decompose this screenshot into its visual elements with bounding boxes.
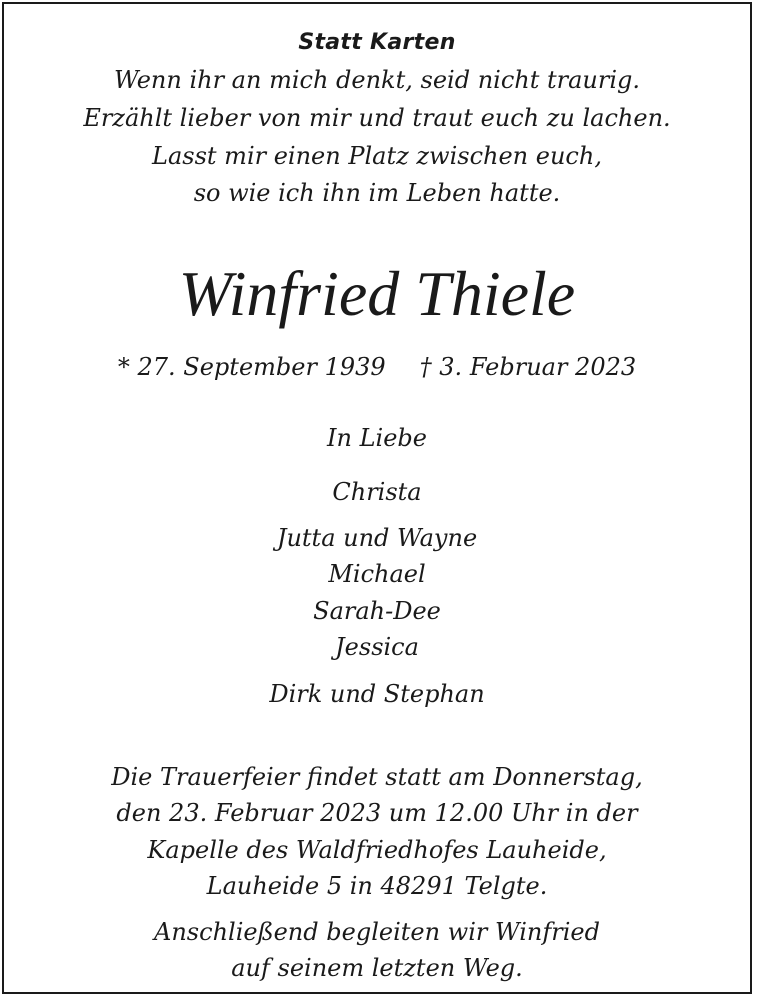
verse-line: Lasst mir einen Platz zwischen euch, [152,142,602,170]
life-dates [4,349,750,385]
mourner-name: Christa [332,478,422,506]
ceremony-line: Lauheide 5 in 48291 Telgte. [206,872,548,900]
closing-line: auf seinem letzten Weg. [231,954,523,982]
deceased-name: Winfried Thiele [178,258,576,329]
mourner-name: Jessica [335,633,419,661]
closing-line: Anschließend begleiten wir Winfried [154,918,600,946]
verse-line: Erzählt lieber von mir und traut euch zu lachen. [83,104,671,132]
verse-line: so wie ich ihn im Leben hatte. [193,179,561,207]
ceremony-line: den 23. Februar 2023 um 12.00 Uhr in der [116,799,638,827]
ceremony-line: Die Trauerfeier findet statt am Donnerstag, [111,763,643,791]
death-date: † 3. Februar 2023 [419,353,637,381]
in-love-label: In Liebe [327,424,427,452]
notice-heading: Statt Karten [298,30,456,55]
mourner-name: Sarah-Dee [313,597,441,625]
verse-line: Wenn ihr an mich denkt, seid nicht traurig. [113,66,641,94]
ceremony-line: Kapelle des Waldfriedhofes Lauheide, [147,836,607,864]
birth-date: * 27. September 1939 [117,353,386,381]
obituary-card [2,2,752,994]
mourner-name: Dirk und Stephan [269,680,485,708]
mourner-name: Jutta und Wayne [276,524,478,552]
mourner-name: Michael [328,560,426,588]
